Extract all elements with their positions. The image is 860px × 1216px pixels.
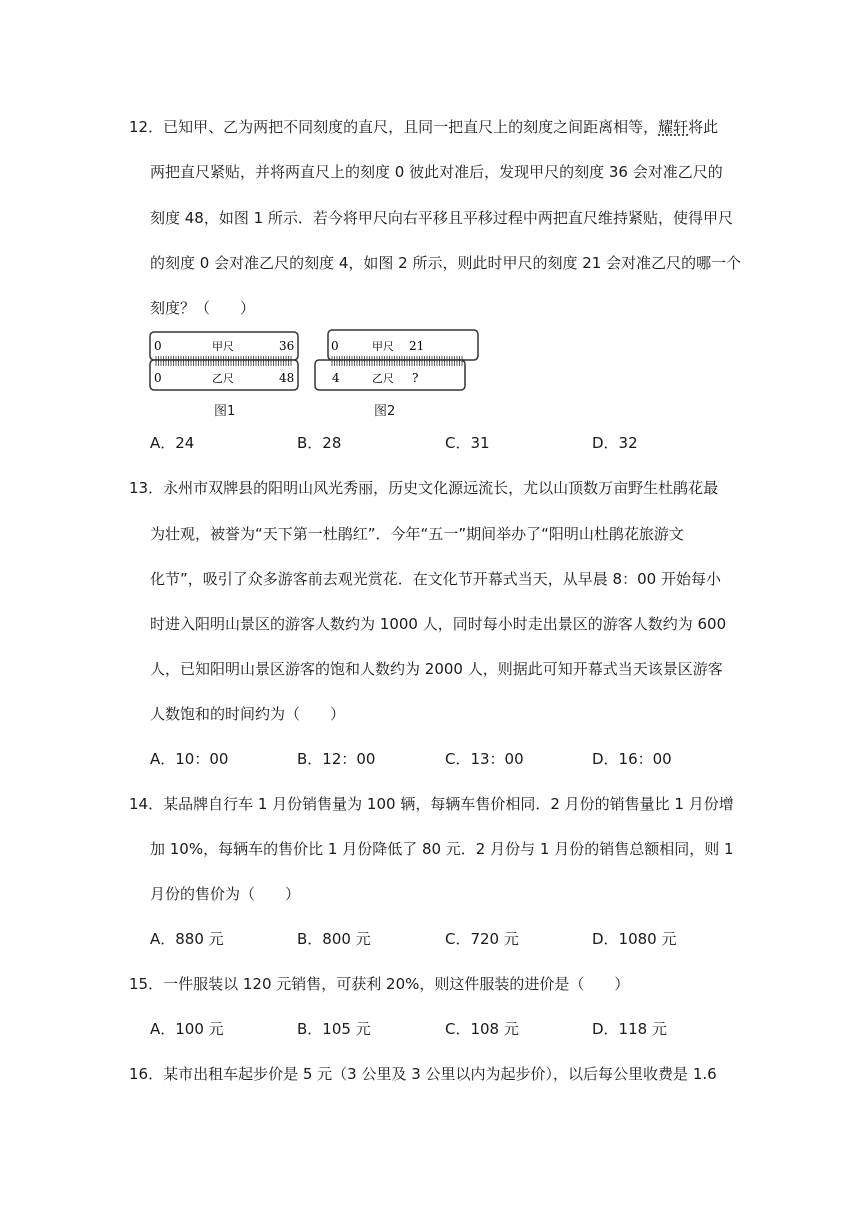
q14-option-c[interactable]: C．720 元 [445, 930, 519, 948]
q13-option-c[interactable]: C．13：00 [445, 750, 524, 768]
q12-line-1 [129, 117, 718, 137]
q13-line-6: 人数饱和的时间约为（ ） [150, 705, 346, 723]
fig1-bottom-right: 48 [279, 371, 295, 385]
q13-option-b[interactable]: B．12：00 [297, 750, 376, 768]
q13-line-4: 时进入阳明山景区的游客人数约为 1000 人，同时每小时走出景区的游客人数约为 600 [150, 615, 727, 633]
q12-line-5: 刻度？（ ） [150, 299, 256, 317]
q12-line-4: 的刻度 0 会对准乙尺的刻度 4，如图 2 所示，则此时甲尺的刻度 21 会对准乙尺的哪一个 [150, 254, 742, 272]
fig1-bottom-label: 乙尺 [212, 372, 234, 385]
q13-option-a[interactable]: A．10：00 [150, 750, 229, 768]
q12-option-a[interactable]: A．24 [150, 434, 195, 452]
q14-option-d[interactable]: D．1080 元 [592, 930, 677, 948]
q12-line-2: 两把直尺紧贴，并将两直尺上的刻度 0 彼此对准后，发现甲尺的刻度 36 会对准乙尺的 [150, 163, 723, 181]
figure-1-caption: 图1 [214, 404, 236, 419]
q14-option-a[interactable]: A．880 元 [150, 930, 224, 948]
q12-text: 将此 [688, 118, 719, 136]
fig1-top-label: 甲尺 [212, 340, 234, 353]
q12-line-3: 刻度 48，如图 1 所示．若今将甲尺向右平移且平移过程中两把直尺维持紧贴，使得甲尺 [150, 209, 733, 227]
q13-option-d[interactable]: D．16：00 [592, 750, 672, 768]
q14-option-b[interactable]: B．800 元 [297, 930, 371, 948]
q14-line-1: 14．某品牌自行车 1 月份销售量为 100 辆，每辆车售价相同．2 月份的销售量比 1 月份增 [129, 795, 734, 813]
q12-option-b[interactable]: B．28 [297, 434, 342, 452]
fig1-top-right: 36 [279, 339, 295, 353]
q13-line-5: 人，已知阳明山景区游客的饱和人数约为 2000 人，则据此可知开幕式当天该景区游客 [150, 660, 723, 678]
ruler-jia-fig2 [328, 330, 478, 360]
fig2-top-label: 甲尺 [372, 340, 394, 353]
q14-line-3: 月份的售价为（ ） [150, 885, 301, 903]
q15-option-a[interactable]: A．100 元 [150, 1020, 224, 1038]
q13-line-3: 化节”，吸引了众多游客前去观光赏花．在文化节开幕式当天，从早晨 8：00 开始每小 [150, 570, 721, 588]
q16-line-1: 16．某市出租车起步价是 5 元（3 公里及 3 公里以内为起步价），以后每公里收费是 1.6 [129, 1065, 717, 1083]
q12-option-c[interactable]: C．31 [445, 434, 490, 452]
figure-1-rulers [146, 330, 306, 394]
fig1-top-left: 0 [154, 339, 162, 353]
q12-option-d[interactable]: D．32 [592, 434, 638, 452]
fig2-top-left: 0 [331, 339, 339, 353]
fig2-bottom-left: 4 [332, 371, 340, 385]
figure-2-rulers [312, 328, 484, 394]
fig2-bottom-mark: ? [412, 371, 419, 385]
q12-name: 耀轩 [658, 118, 689, 136]
q13-line-2: 为壮观，被誉为“天下第一杜鹃红”．今年“五一”期间举办了“阳明山杜鹃花旅游文 [150, 525, 684, 543]
figure-2-caption: 图2 [374, 404, 396, 419]
fig2-bottom-label: 乙尺 [372, 372, 394, 385]
fig1-bottom-left: 0 [154, 371, 162, 385]
q15-line-1: 15．一件服装以 120 元销售，可获利 20%，则这件服装的进价是（ ） [129, 975, 630, 993]
q14-line-2: 加 10%，每辆车的售价比 1 月份降低了 80 元．2 月份与 1 月份的销售总额相同，则 1 [150, 840, 734, 858]
q13-line-1: 13．永州市双牌县的阳明山风光秀丽，历史文化源远流长，尤以山顶数万亩野生杜鹃花最 [129, 479, 719, 497]
fig2-top-mark: 21 [409, 339, 425, 353]
q12-text: 12．已知甲、乙为两把不同刻度的直尺，且同一把直尺上的刻度之间距离相等， [129, 118, 659, 136]
q15-option-d[interactable]: D．118 元 [592, 1020, 667, 1038]
q15-option-c[interactable]: C．108 元 [445, 1020, 519, 1038]
q15-option-b[interactable]: B．105 元 [297, 1020, 371, 1038]
